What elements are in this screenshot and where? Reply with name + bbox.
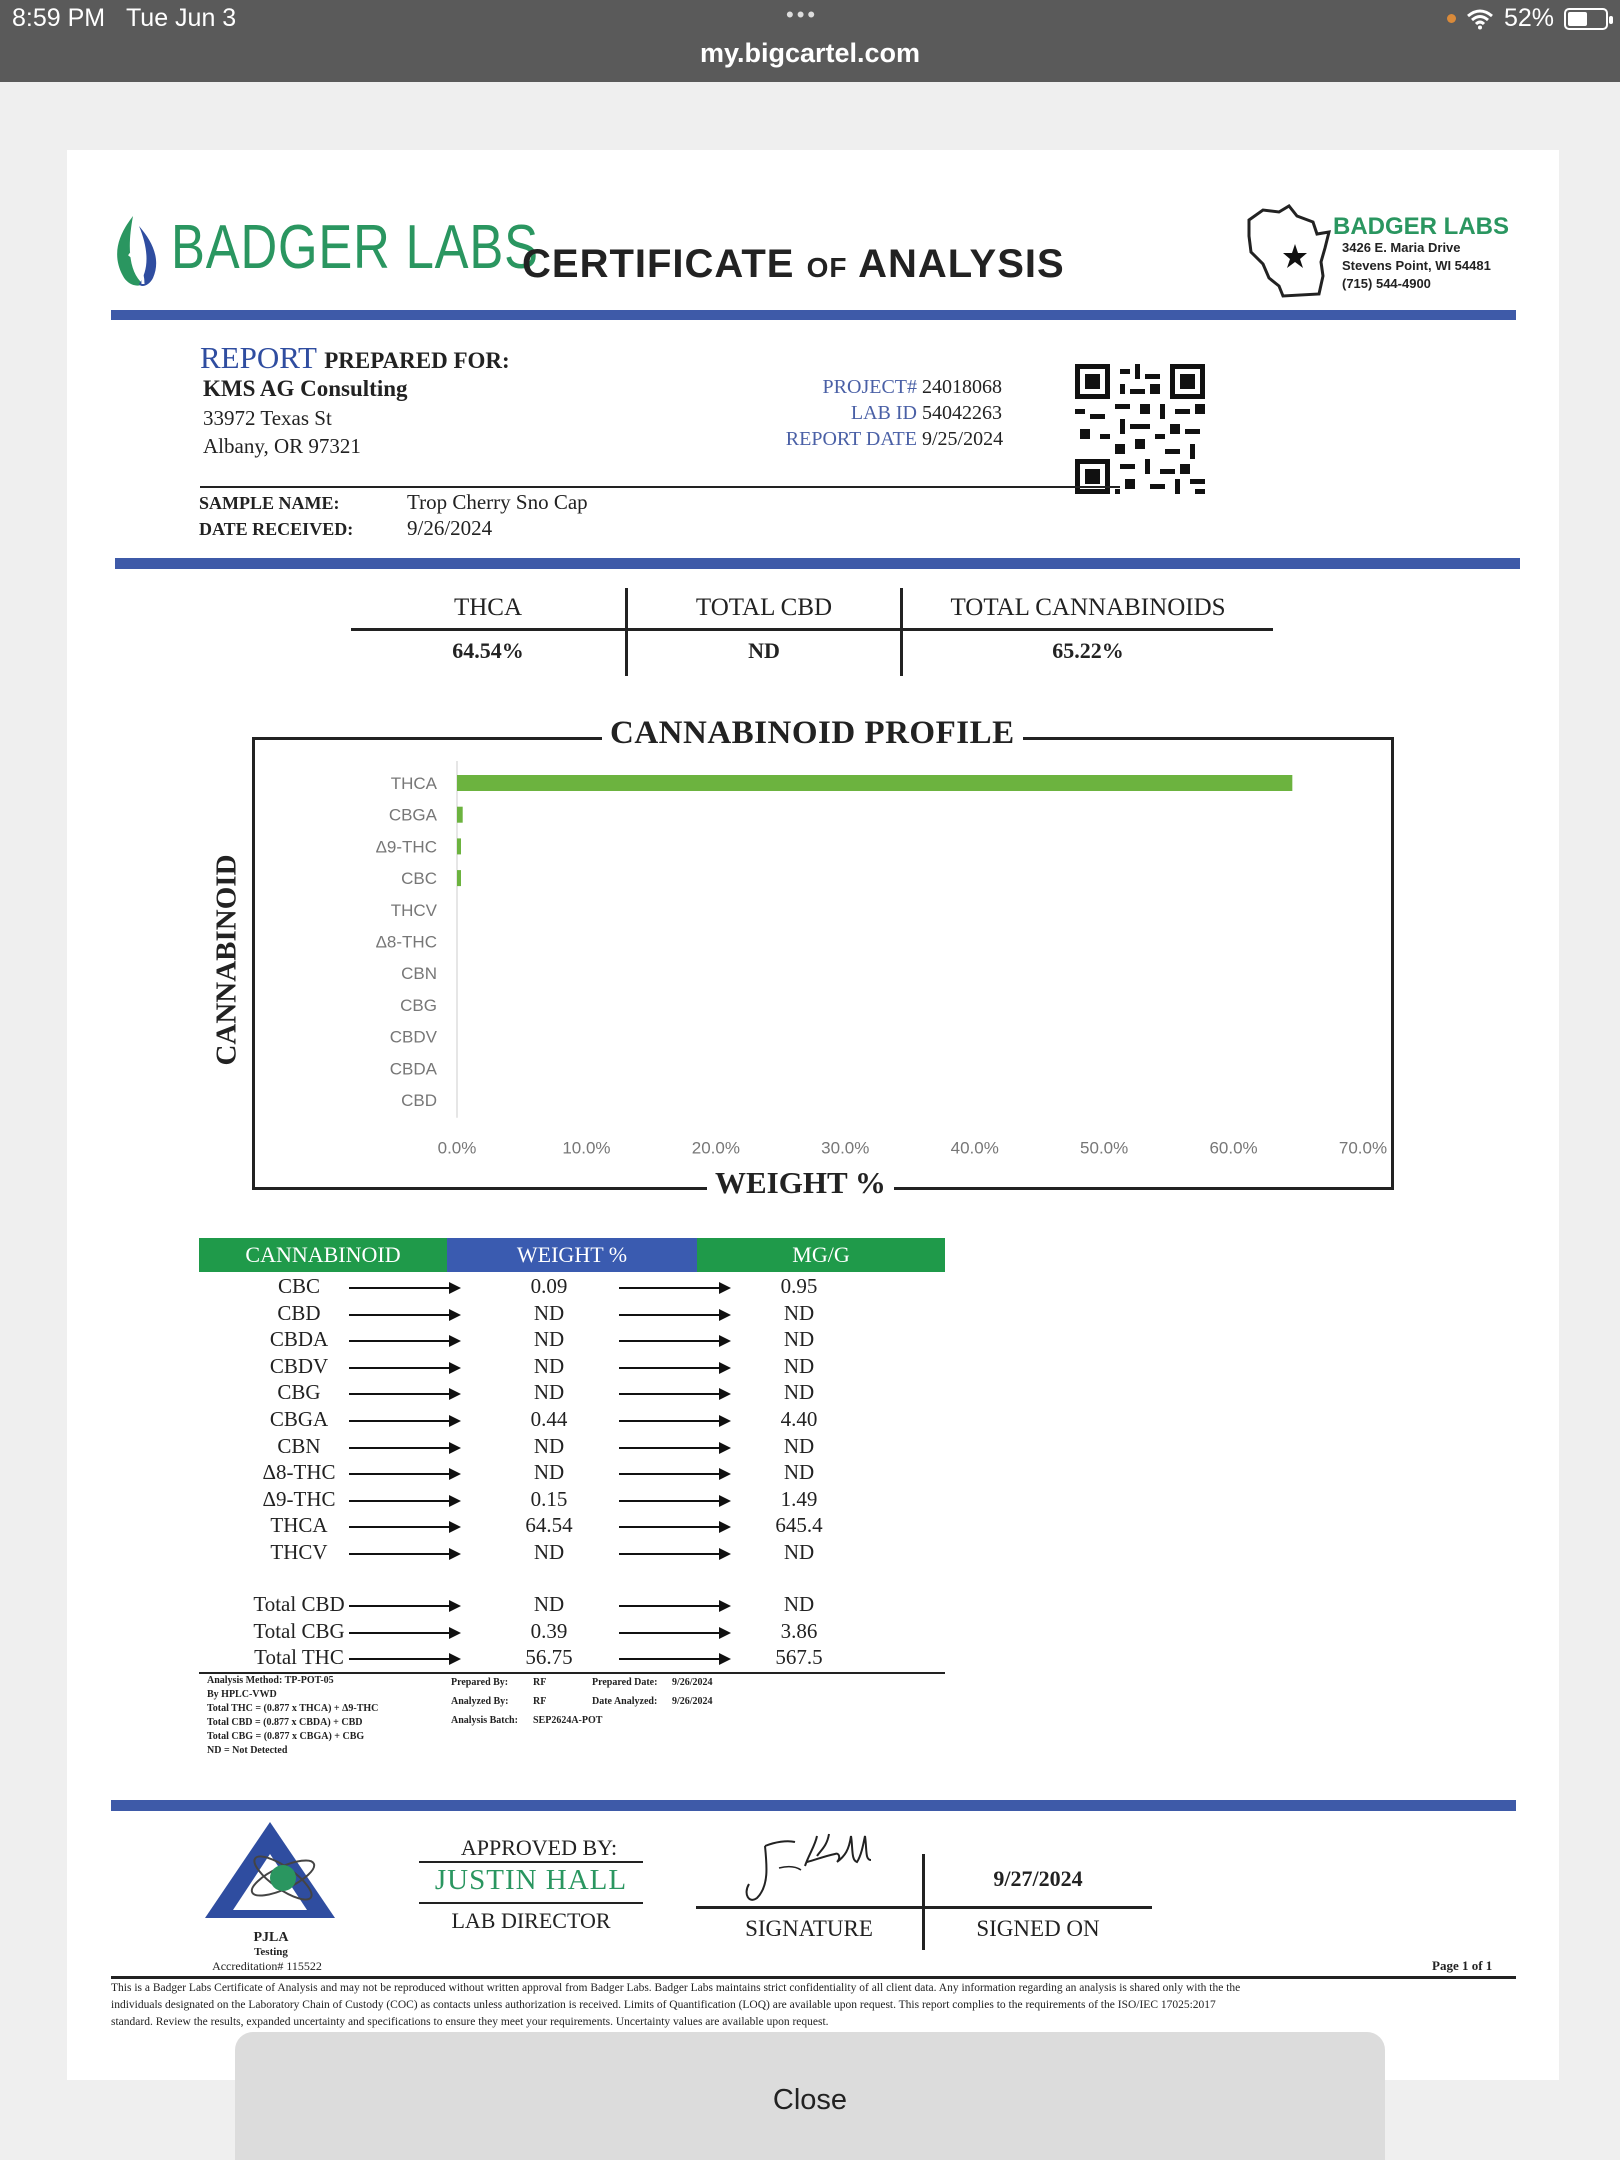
arrow-icon	[349, 1367, 459, 1369]
arrow-icon	[619, 1632, 729, 1634]
weight-value: ND	[533, 1540, 565, 1564]
weight-value: 0.15	[530, 1486, 568, 1511]
weight-value: 0.39	[530, 1618, 568, 1643]
arrow-icon	[349, 1393, 459, 1395]
handwritten-signature	[735, 1826, 885, 1906]
mg-value: 0.95	[780, 1274, 818, 1298]
weight-value: 0.09	[530, 1274, 568, 1298]
chart-bar	[457, 807, 463, 823]
mg-value: ND	[783, 1300, 815, 1325]
camera-indicator-icon	[1447, 14, 1456, 23]
pjla-accreditation: Accreditation# 115522	[212, 1959, 322, 1973]
client-street: 33972 Texas St	[203, 406, 332, 430]
arrow-icon	[619, 1658, 729, 1660]
table-row	[199, 1434, 945, 1460]
arrow-icon	[619, 1500, 729, 1502]
client-name: KMS AG Consulting	[203, 376, 408, 401]
chart-title: CANNABINOID PROFILE	[602, 715, 1023, 752]
cannabinoid-name: CBG	[277, 1380, 321, 1405]
mg-value: 1.49	[780, 1486, 818, 1511]
browser-top-bar	[0, 0, 1620, 82]
wisconsin-map-icon	[1243, 202, 1333, 300]
lab-address-line-2: Stevens Point, WI 54481	[1342, 258, 1491, 273]
chart-category-label: CBDA	[389, 1059, 437, 1079]
footer-blue-divider	[111, 1800, 1516, 1811]
chart-category-label: CBGA	[388, 805, 437, 825]
mg-value: 645.4	[775, 1513, 823, 1538]
weight-value: 0.44	[530, 1407, 568, 1431]
chart-category-label: THCV	[390, 900, 437, 920]
summary-thca-label: THCA	[453, 594, 523, 621]
chart-x-tick-label: 70.0%	[1338, 1138, 1388, 1158]
table-header-weight: WEIGHT %	[447, 1238, 697, 1272]
battery-icon	[1564, 8, 1608, 30]
summary-rule	[351, 628, 1273, 631]
report-date: REPORT DATE 9/25/2024	[785, 428, 1004, 450]
qr-code-icon[interactable]	[1075, 364, 1205, 494]
arrow-icon	[349, 1340, 459, 1342]
weight-value: ND	[533, 1592, 565, 1616]
report-divider	[200, 486, 1120, 488]
disclaimer-rule	[111, 1976, 1516, 1979]
certificate-title: CERTIFICATE OF ANALYSIS	[522, 242, 1065, 286]
arrow-icon	[619, 1605, 729, 1607]
lab-address-line-1: 3426 E. Maria Drive	[1342, 240, 1461, 255]
weight-value: ND	[533, 1433, 565, 1458]
arrow-icon	[349, 1420, 459, 1422]
chart-category-label: Δ8-THC	[375, 932, 437, 952]
signed-on-label: SIGNED ON	[976, 1916, 1100, 1941]
signed-date: 9/27/2024	[993, 1866, 1083, 1891]
status-right	[1447, 4, 1608, 33]
more-dots-icon[interactable]: •••	[786, 2, 819, 27]
arrow-icon	[619, 1447, 729, 1449]
table-row	[199, 1487, 945, 1513]
mg-value: ND	[783, 1353, 815, 1378]
cannabinoid-name: CBDV	[269, 1353, 329, 1378]
mg-value: ND	[783, 1460, 815, 1485]
mg-value: ND	[783, 1380, 815, 1405]
chart-y-axis-label: CANNABINOID	[211, 850, 244, 1069]
report-heading: REPORT PREPARED FOR:	[200, 340, 510, 375]
disclaimer-text: This is a Badger Labs Certificate of Analysis and may not be reproduced without written approval from Badger Labs. Badger Labs maintains strict confidentiality of all client data. Any information regarding an analysis is shared only with the the individuals designated on the Laboratory Chain of Custody (COC) as contacts unless authorization is received. Limits of Quantification (LOQ) are available upon request. This report complies to the requirements of the ISO/IEC 17025:2017 standard. Review the results, expanded uncertainty and specifications to ensure they meet your requirements. Uncertainty values are available upon request.	[111, 1982, 1241, 2028]
approved-rule-bottom	[419, 1902, 643, 1904]
table-row	[199, 1407, 945, 1433]
cannabinoid-name: Total THC	[254, 1645, 344, 1670]
arrow-icon	[349, 1473, 459, 1475]
arrow-icon	[349, 1605, 459, 1607]
arrow-icon	[349, 1500, 459, 1502]
chart-bar	[457, 870, 461, 886]
arrow-icon	[619, 1287, 729, 1289]
project-number: PROJECT# 24018068	[822, 376, 1002, 398]
mg-value: ND	[783, 1540, 815, 1564]
cannabinoid-name: THCV	[270, 1540, 328, 1564]
chart-x-tick-label: 40.0%	[950, 1138, 999, 1158]
cannabinoid-name: CBN	[277, 1433, 321, 1458]
table-row	[199, 1327, 945, 1353]
summary-cbd-label: TOTAL CBD	[695, 594, 833, 621]
weight-value: 56.75	[525, 1645, 573, 1670]
table-header-mgg: MG/G	[697, 1238, 945, 1272]
mg-value: 567.5	[775, 1645, 823, 1670]
arrow-icon	[619, 1553, 729, 1555]
cannabinoid-name: CBC	[277, 1274, 321, 1298]
sample-name-row: SAMPLE NAME: Trop Cherry Sno Cap	[199, 490, 588, 514]
table-row	[199, 1513, 945, 1539]
wifi-icon	[1466, 8, 1494, 30]
status-time: 8:59 PM Tue Jun 3	[12, 4, 237, 32]
arrow-icon	[349, 1658, 459, 1660]
battery-level	[1568, 12, 1587, 26]
arrow-icon	[619, 1314, 729, 1316]
page-number: Page 1 of 1	[1432, 1958, 1493, 1973]
client-city: Albany, OR 97321	[203, 434, 361, 458]
badger-labs-logo-text: BADGER LABS	[171, 213, 539, 282]
chart-x-tick-label: 30.0%	[821, 1138, 870, 1158]
badger-leaf-logo-icon	[109, 214, 163, 290]
table-row	[199, 1540, 945, 1566]
summary-total-label: TOTAL CANNABINOIDS	[950, 594, 1226, 621]
lab-id: LAB ID 54042263	[850, 402, 1002, 424]
lab-header-name: BADGER LABS	[1333, 213, 1510, 240]
arrow-icon	[349, 1632, 459, 1634]
close-button[interactable]	[235, 2032, 1385, 2160]
chart-x-tick-label: 20.0%	[691, 1138, 740, 1158]
arrow-icon	[619, 1340, 729, 1342]
header-divider	[111, 310, 1516, 320]
lab-phone: (715) 544-4900	[1342, 276, 1431, 291]
address-bar-url[interactable]: my.bigcartel.com	[699, 38, 921, 68]
certificate-document	[67, 150, 1559, 2080]
cannabinoid-name: CBDA	[269, 1327, 329, 1352]
total-row	[199, 1619, 945, 1645]
table-row	[199, 1301, 945, 1327]
pjla-testing: Testing	[254, 1946, 288, 1958]
weight-value: 64.54	[525, 1513, 573, 1538]
chart-x-tick-label: 0.0%	[437, 1138, 477, 1158]
cannabinoid-name: Δ8-THC	[262, 1460, 336, 1485]
chart-category-label: CBN	[401, 964, 437, 984]
cannabinoid-name: Total CBD	[253, 1592, 345, 1616]
cannabinoid-name: Δ9-THC	[262, 1486, 336, 1511]
total-row	[199, 1645, 945, 1671]
weight-value: ND	[533, 1300, 565, 1325]
arrow-icon	[619, 1367, 729, 1369]
approver-title: LAB DIRECTOR	[451, 1908, 611, 1933]
cannabinoid-bar-chart	[254, 739, 1392, 1188]
approved-by-block: APPROVED BY:	[460, 1835, 618, 1860]
mg-value: ND	[783, 1592, 815, 1616]
arrow-icon	[619, 1526, 729, 1528]
cannabinoid-name: CBD	[277, 1300, 321, 1325]
method-notes: Analysis Method: TP-POT-05 By HPLC-VWD Total THC = (0.877 x THCA) + Δ9-THC Total CBD = (0.877 x CBDA) + CBD Total CBG = (0.877 x CBGA) + CBG ND = Not Detected	[207, 1675, 379, 1756]
analysis-dates: Prepared Date: 9/26/2024 Date Analyzed: 9/26/2024	[592, 1677, 713, 1707]
chart-x-axis-label: WEIGHT %	[707, 1165, 894, 1201]
weight-value: ND	[533, 1327, 565, 1352]
close-label: Close	[772, 2084, 848, 2116]
table-header-cannabinoid: CANNABINOID	[199, 1238, 447, 1272]
summary-thca-value: 64.54%	[452, 638, 524, 663]
table-row	[199, 1274, 945, 1300]
weight-value: ND	[533, 1460, 565, 1485]
mg-value: 3.86	[780, 1618, 818, 1643]
arrow-icon	[619, 1393, 729, 1395]
pjla-logo-icon	[203, 1820, 337, 1920]
signature-label: SIGNATURE	[745, 1916, 873, 1941]
cannabinoid-name: Total CBG	[253, 1618, 345, 1643]
summary-total-value: 65.22%	[1052, 638, 1124, 663]
approver-name: JUSTIN HALL	[434, 1864, 628, 1896]
table-row	[199, 1460, 945, 1486]
mg-value: 4.40	[780, 1407, 818, 1431]
arrow-icon	[349, 1287, 459, 1289]
arrow-icon	[349, 1447, 459, 1449]
chart-x-tick-label: 10.0%	[562, 1138, 611, 1158]
arrow-icon	[619, 1473, 729, 1475]
arrow-icon	[349, 1526, 459, 1528]
table-row	[199, 1380, 945, 1406]
cannabinoid-name: CBGA	[269, 1407, 329, 1431]
date-received-row: DATE RECEIVED: 9/26/2024	[199, 516, 493, 540]
arrow-icon	[619, 1420, 729, 1422]
pjla-label: PJLA	[253, 1930, 289, 1945]
table-row	[199, 1354, 945, 1380]
arrow-icon	[349, 1553, 459, 1555]
mg-value: ND	[783, 1327, 815, 1352]
analyst-info: Prepared By: RF Analyzed By: RF Analysis Batch: SEP2624A-POT	[451, 1677, 603, 1726]
approved-rule-top	[419, 1861, 643, 1863]
chart-x-tick-label: 60.0%	[1209, 1138, 1258, 1158]
report-blue-divider	[115, 558, 1520, 569]
mg-value: ND	[783, 1433, 815, 1458]
battery-percent: 52%	[1503, 4, 1554, 32]
chart-bar	[457, 838, 461, 854]
weight-value: ND	[533, 1353, 565, 1378]
summary-cbd-value: ND	[748, 638, 780, 663]
total-row	[199, 1592, 945, 1618]
chart-x-tick-label: 50.0%	[1080, 1138, 1129, 1158]
chart-category-label: Δ9-THC	[375, 837, 437, 857]
chart-category-label: CBG	[400, 995, 437, 1015]
cannabinoid-name: THCA	[270, 1513, 328, 1538]
weight-value: ND	[533, 1380, 565, 1405]
chart-category-label: CBD	[401, 1091, 437, 1110]
chart-category-label: CBDV	[389, 1027, 437, 1047]
chart-bar	[457, 775, 1292, 791]
arrow-icon	[349, 1314, 459, 1316]
chart-category-label: THCA	[390, 774, 437, 793]
chart-category-label: CBC	[401, 869, 437, 889]
